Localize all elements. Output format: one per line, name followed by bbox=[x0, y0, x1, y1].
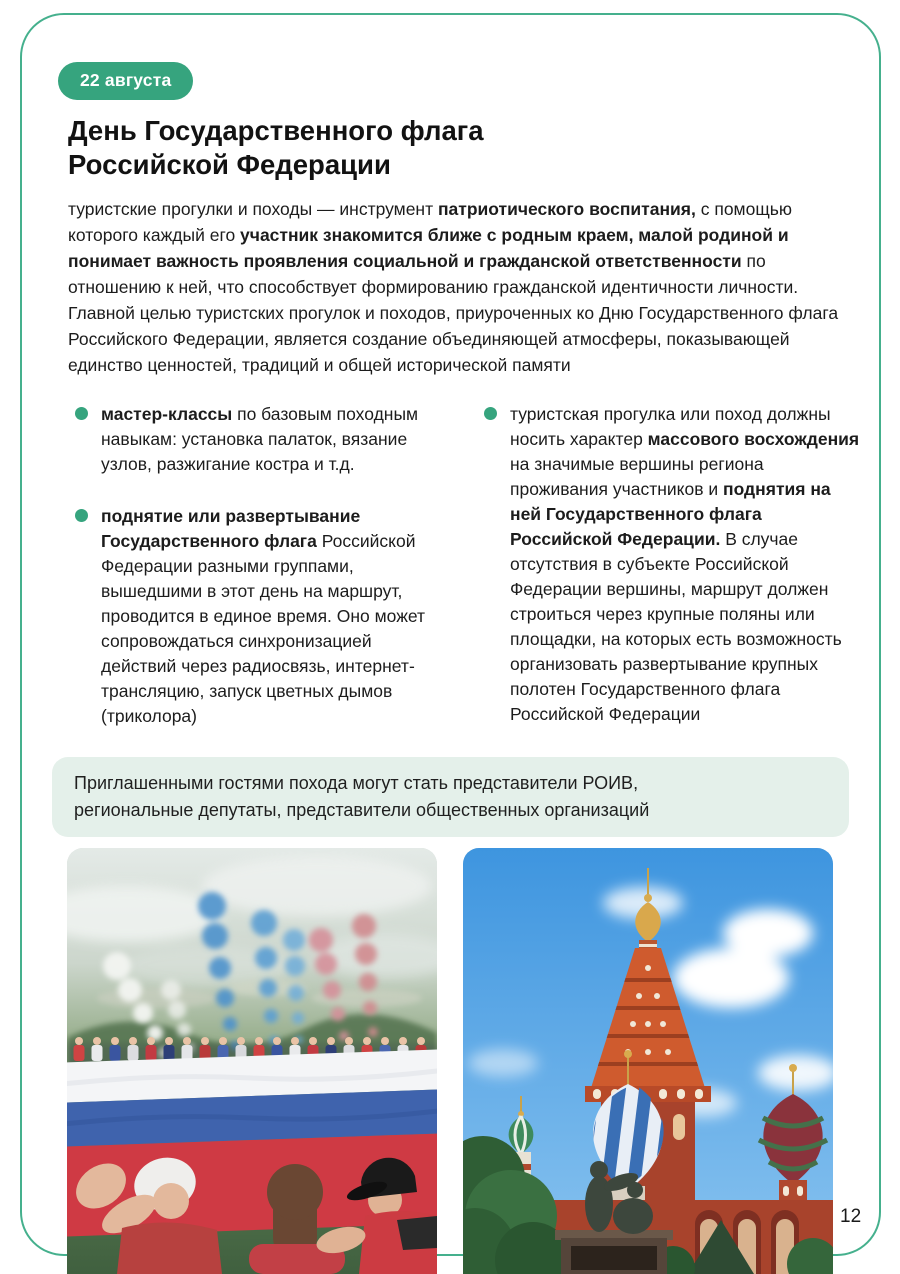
photo-st-basils-illustration bbox=[463, 848, 833, 1274]
page-title bbox=[68, 114, 788, 182]
page-title-line1: День Государственного флага bbox=[68, 115, 484, 146]
callout-line2: региональные депутаты, представители общественных организаций bbox=[74, 800, 650, 820]
photo-flag-hike bbox=[67, 848, 437, 1274]
photo-flag-hike-illustration bbox=[67, 848, 437, 1274]
list-item-text: мастер-классы по базовым походным навыкам: установка палаток, вязание узлов, разжигание костра и т.д. bbox=[101, 404, 419, 474]
list-item bbox=[75, 504, 443, 729]
callout-note bbox=[52, 757, 849, 837]
bullet-dot-icon bbox=[484, 407, 497, 420]
page-title-line2: Российской Федерации bbox=[68, 149, 391, 180]
bullet-column-right bbox=[484, 402, 860, 729]
page-number: 12 bbox=[840, 1206, 862, 1227]
bullet-dot-icon bbox=[75, 509, 88, 522]
list-item bbox=[75, 402, 443, 477]
intro-paragraph: туристские прогулки и походы — инструмент патриотического воспитания, с помощью которого каждый его участник знакомится ближе с родным краем, малой родиной и понимает важность проявления социальной и гражданской ответственности по отношению к ней, что способствует формированию гражданской идентичности личности. Главной целью туристских прогулок и походов, приуроченных ко Дню Государственного флага Российского Федерации, является создание объединяющей атмосферы, показывающей единство ценностей, традиций и общей исторической памяти bbox=[68, 199, 839, 375]
list-item bbox=[484, 402, 860, 727]
photo-st-basils bbox=[463, 848, 833, 1274]
list-item-text: поднятие или развертывание Государственного флага Российской Федерации разными группами, вышедшими в этот день на маршрут, проводится в единое время. Оно может сопровождаться синхронизацией действий через радиосвязь, интернет-трансляцию, запуск цветных дымов (триколора) bbox=[101, 506, 426, 726]
list-item-text: туристская прогулка или поход должны носить характер массового восхождения на значимые вершины региона проживания участников и поднятия на ней Государственного флага Российской Федерации. В случае отсутствия в субъекте Российской Федерации вершины, маршрут должен строиться через крупные поляны или площадки, на которых есть возможность организовать развертывание крупных полотен Государственного флага Российской Федерации bbox=[510, 404, 860, 724]
bullet-column-left bbox=[75, 402, 443, 729]
callout-line1: Приглашенными гостями похода могут стать представители РОИВ, bbox=[74, 773, 639, 793]
date-badge: 22 августа bbox=[58, 62, 193, 100]
bullet-columns bbox=[75, 402, 867, 729]
bullet-dot-icon bbox=[75, 407, 88, 420]
